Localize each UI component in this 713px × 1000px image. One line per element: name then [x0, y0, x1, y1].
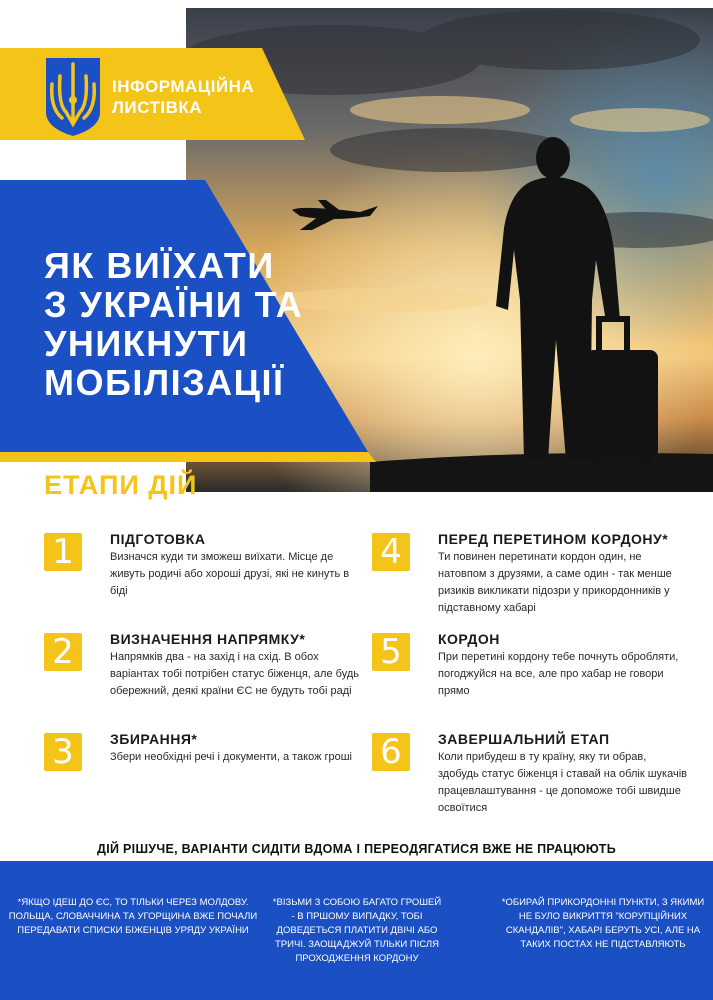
- title-line-2: З УКРАЇНИ ТА: [44, 284, 304, 325]
- step-number: 4: [372, 533, 410, 571]
- step-description: Напрямків два - на захід і на схід. В обох варіантах тобі потрібен статус біженця, але будь обережний, деякі країни ЄС не будуть тобі раді: [110, 651, 359, 697]
- step-description: Збери необхідні речі і документи, а також гроші: [110, 751, 353, 763]
- step-title: ЗАВЕРШАЛЬНИЙ ЕТАП: [438, 731, 610, 747]
- step-number: 6: [372, 733, 410, 771]
- title-line-3: УНИКНУТИ: [44, 323, 249, 364]
- step-title: ЗБИРАННЯ*: [110, 731, 198, 747]
- footnote-3: *ОБИРАЙ ПРИКОРДОННІ ПУНКТИ, З ЯКИМИ НЕ БУЛО ВИКРИТТЯ "КОРУПЦІЙНИХ СКАНДАЛІВ", ХАБАРІ БЕРУТЬ УСІ, АЛЕ НА ТАКИХ ПОСТАХ НЕ ПІДСТАВЛЯЮТЬ: [501, 897, 705, 950]
- leaflet-badge: [112, 76, 254, 118]
- step-number: 3: [44, 733, 82, 771]
- title-line-4: МОБІЛІЗАЦІЇ: [44, 362, 285, 403]
- step-number: 5: [372, 633, 410, 671]
- step-title: ВИЗНАЧЕННЯ НАПРЯМКУ*: [110, 631, 306, 647]
- step-description: При перетині кордону тебе почнуть обробляти, погоджуйся на все, але про хабар не говори прямо: [438, 651, 679, 697]
- step-title: КОРДОН: [438, 631, 500, 647]
- stages-heading: ЕТАПИ ДІЙ: [44, 470, 198, 500]
- trident-icon: [46, 58, 100, 136]
- footer-notes: [0, 861, 713, 1000]
- page-title: [44, 246, 344, 402]
- motto-banner: ДІЙ РІШУЧЕ, ВАРІАНТИ СИДІТИ ВДОМА І ПЕРЕОДЯГАТИСЯ ВЖЕ НЕ ПРАЦЮЮТЬ: [97, 842, 616, 856]
- step-number: 2: [44, 633, 82, 671]
- headline-stripe: [0, 452, 376, 462]
- step-description: Коли прибудеш в ту країну, яку ти обрав, здобудь статус біженця і ставай на облік шукачів працевлаштування - це допоможе тобі швидше освоїтися: [438, 751, 687, 814]
- step-title: ПЕРЕД ПЕРЕТИНОМ КОРДОНУ*: [438, 531, 669, 547]
- step-title: ПІДГОТОВКА: [110, 531, 206, 547]
- hero-banner: [0, 0, 713, 492]
- footnote-2: *ВІЗЬМИ З СОБОЮ БАГАТО ГРОШЕЙ - В ПРШОМУ ВИПАДКУ, ТОБІ ДОВЕДЕТЬСЯ ПЛАТИТИ ДВІЧІ АБО ТРИЧІ. ЗАОЩАДЖУЙ ТІЛЬКИ ПІСЛЯ ПРОХОДЖЕННЯ КОРДОНУ: [272, 897, 442, 964]
- step-number: 1: [44, 533, 82, 571]
- step-description: Ти повинен перетинати кордон один, не натовпом з друзями, а саме один - так менше ризиків викликати підозри у прикордонників у підставному хабарі: [438, 551, 672, 614]
- badge-line-2: ЛИСТІВКА: [112, 98, 203, 117]
- title-line-1: ЯК ВИЇХАТИ: [44, 245, 275, 286]
- step-description: Визначся куди ти зможеш виїхати. Місце де живуть родичі або хороші друзі, які не кинуть в біді: [110, 551, 350, 597]
- badge-line-1: ІНФОРМАЦІЙНА: [112, 77, 255, 96]
- footnote-1: *ЯКЩО ІДЕШ ДО ЄС, ТО ТІЛЬКИ ЧЕРЕЗ МОЛДОВУ. ПОЛЬЩА, СЛОВАЧЧИНА ТА УГОРЩИНА ВЖЕ ПОЧАЛИ ПЕРЕДАВАТИ СПИСКИ БІЖЕНЦІВ УРЯДУ УКРАЇНИ: [8, 897, 258, 936]
